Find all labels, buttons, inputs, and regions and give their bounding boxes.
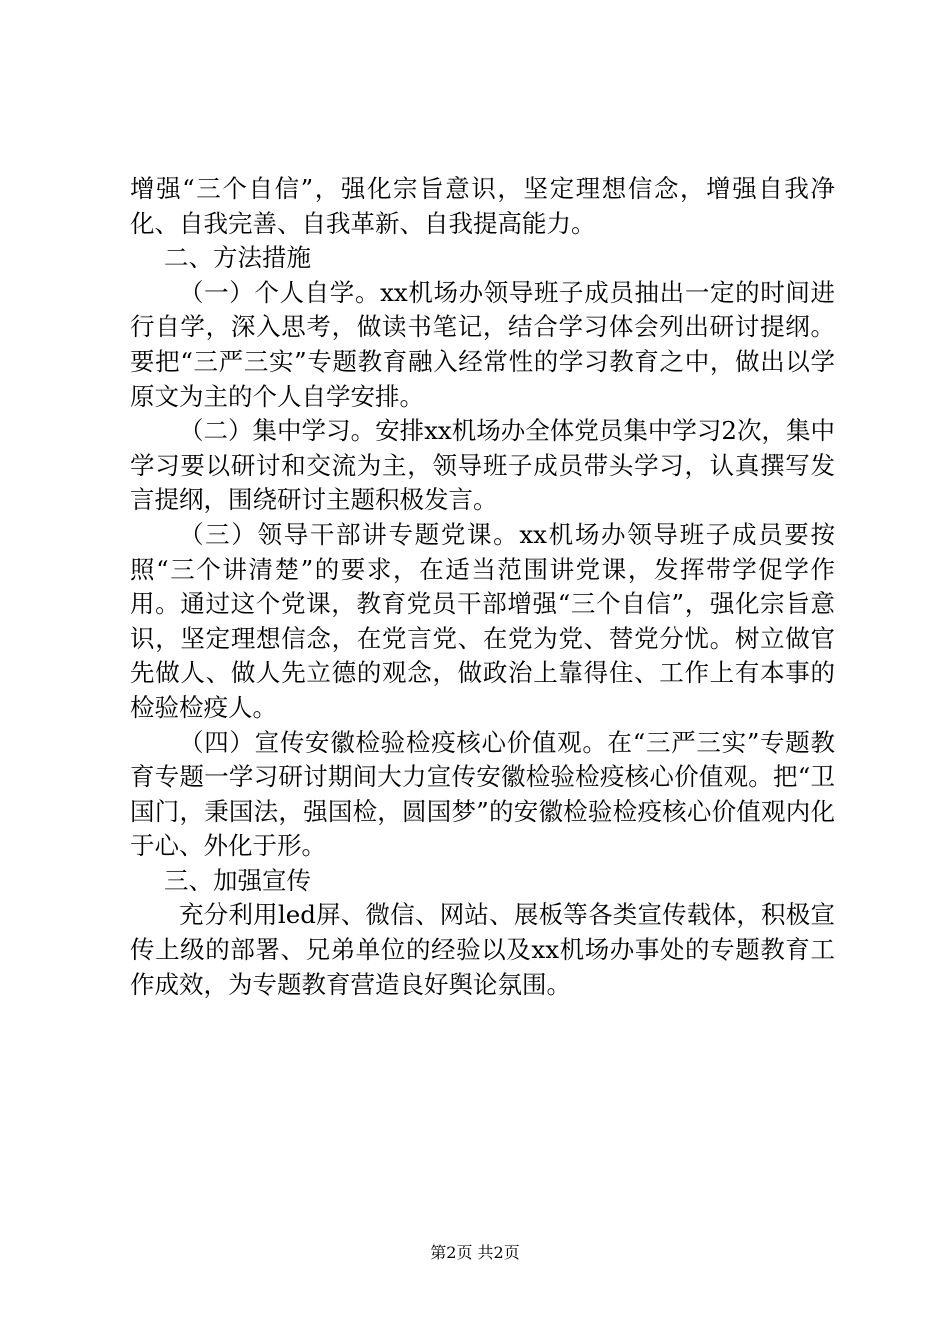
paragraph-continuation: 增强“三个自信”，强化宗旨意识，坚定理想信念，增强自我净化、自我完善、自我革新、自我提高能力。: [130, 174, 835, 238]
document-body: [130, 172, 835, 1002]
section-heading-publicity: 三、加强宣传: [164, 865, 311, 895]
paragraph-party-lecture: （三）领导干部讲专题党课。xx机场办领导班子成员要按照“三个讲清楚”的要求，在适当范围讲党课，发挥带学促学作用。通过这个党课，教育党员干部增强“三个自信”，强化宗旨意识，坚定理想信念，在党言党、在党为党、替党分忧。树立做官先做人、做人先立德的观念，做政治上靠得住、工作上有本事的检验检疫人。: [130, 519, 835, 722]
paragraph-group-study: （二）集中学习。安排xx机场办全体党员集中学习2次，集中学习要以研讨和交流为主，领导班子成员带头学习，认真撰写发言提纲，围绕研讨主题积极发言。: [130, 416, 835, 515]
page-footer: 第2页 共2页: [430, 1243, 520, 1262]
paragraph-core-values: （四）宣传安徽检验检疫核心价值观。在“三严三实”专题教育专题一学习研讨期间大力宣传安徽检验检疫核心价值观。把“卫国门，秉国法，强国检，圆国梦”的安徽检验检疫核心价值观内化于心、外化于形。: [130, 727, 835, 861]
section-heading-methods: 二、方法措施: [164, 243, 311, 273]
paragraph-self-study: （一）个人自学。xx机场办领导班子成员抽出一定的时间进行自学，深入思考，做读书笔记，结合学习体会列出研讨提纲。要把“三严三实”专题教育融入经常性的学习教育之中，做出以学原文为主的个人自学安排。: [130, 277, 835, 411]
paragraph-publicity: 充分利用led屏、微信、网站、展板等各类宣传载体，积极宣传上级的部署、兄弟单位的经验以及xx机场办事处的专题教育工作成效，为专题教育营造良好舆论氛围。: [130, 900, 835, 999]
